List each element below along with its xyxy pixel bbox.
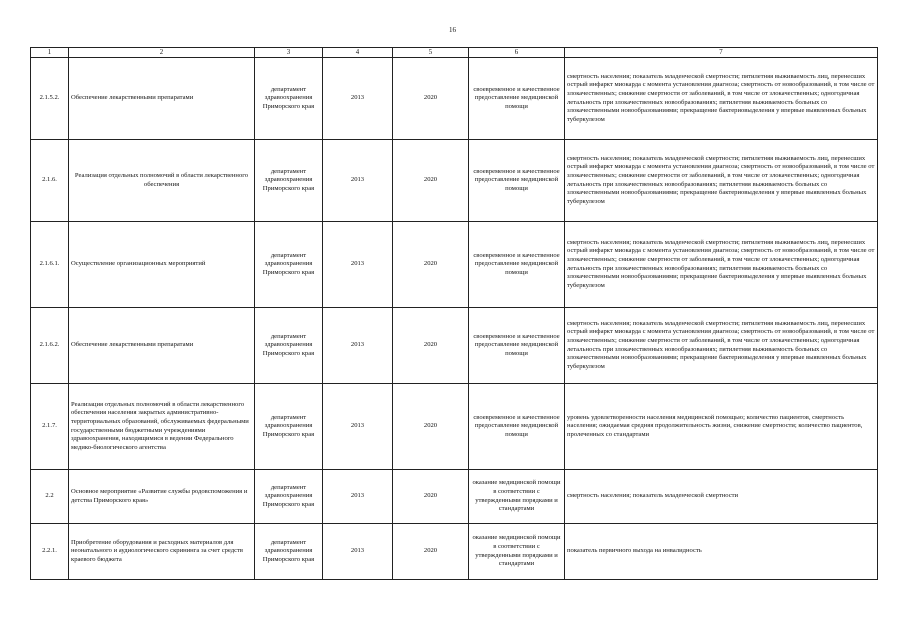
start-year: 2013 <box>323 222 393 308</box>
indicators: смертность населения; показатель младенческой смертности; пятилетняя выживаемость лиц, перенесших острый инфаркт миокарда с момента установления диагноза; смертность от новообразований, в том числе от злокачественных; снижение смертности от заболеваний, в том числе от злокачественных; одногодичная летальность при злокачественных новообразованиях; пятилетняя выживаемость больных со злокачественными новообразованиями; прекращение бактериовыделения у впервые выявленных больных туберкулезом <box>565 308 878 384</box>
table-row <box>31 524 878 580</box>
executor: департамент здравоохранения Приморского края <box>255 58 323 140</box>
column-number: 3 <box>255 48 323 58</box>
activity-name: Обеспечение лекарственными препаратами <box>69 308 255 384</box>
expected-result: своевременное и качественное предоставление медицинской помощи <box>469 140 565 222</box>
indicators: смертность населения; показатель младенческой смертности; пятилетняя выживаемость лиц, перенесших острый инфаркт миокарда с момента установления диагноза; смертность от новообразований, в том числе от злокачественных; снижение смертности от заболеваний, в том числе от злокачественных; одногодичная летальность при злокачественных новообразованиях; пятилетняя выживаемость больных со злокачественными новообразованиями; прекращение бактериовыделения у впервые выявленных больных туберкулезом <box>565 222 878 308</box>
column-number-row <box>31 48 878 58</box>
expected-result: своевременное и качественное предоставление медицинской помощи <box>469 384 565 470</box>
column-number: 7 <box>565 48 878 58</box>
item-number: 2.1.5.2. <box>31 58 69 140</box>
item-number: 2.2 <box>31 470 69 524</box>
activity-name: Основное мероприятие «Развитие службы родовспоможения и детства Приморского края» <box>69 470 255 524</box>
expected-result: оказание медицинской помощи в соответствии с утвержденными порядками и стандартами <box>469 524 565 580</box>
indicators: смертность населения; показатель младенческой смертности <box>565 470 878 524</box>
start-year: 2013 <box>323 524 393 580</box>
column-number: 2 <box>69 48 255 58</box>
executor: департамент здравоохранения Приморского края <box>255 384 323 470</box>
activity-name: Реализация отдельных полномочий в области лекарственного обеспечения <box>69 140 255 222</box>
start-year: 2013 <box>323 140 393 222</box>
end-year: 2020 <box>393 470 469 524</box>
expected-result: своевременное и качественное предоставление медицинской помощи <box>469 222 565 308</box>
indicators: смертность населения; показатель младенческой смертности; пятилетняя выживаемость лиц, перенесших острый инфаркт миокарда с момента установления диагноза; смертность от новообразований, в том числе от злокачественных; снижение смертности от заболеваний, в том числе от злокачественных; одногодичная летальность при злокачественных новообразованиях; пятилетняя выживаемость больных со злокачественными новообразованиями; прекращение бактериовыделения у впервые выявленных больных туберкулезом <box>565 140 878 222</box>
table-row <box>31 308 878 384</box>
column-number: 4 <box>323 48 393 58</box>
activity-name: Обеспечение лекарственными препаратами <box>69 58 255 140</box>
start-year: 2013 <box>323 58 393 140</box>
column-number: 5 <box>393 48 469 58</box>
end-year: 2020 <box>393 308 469 384</box>
end-year: 2020 <box>393 222 469 308</box>
indicators: уровень удовлетворенности населения медицинской помощью; количество пациентов, смертность населения; ожидаемая средняя продолжительность жизни, снижение смертности; количество пациентов, пролеченных со стандартами <box>565 384 878 470</box>
table-row <box>31 222 878 308</box>
indicators: смертность населения; показатель младенческой смертности; пятилетняя выживаемость лиц, перенесших острый инфаркт миокарда с момента установления диагноза; смертность от новообразований, в том числе от злокачественных; снижение смертности от заболеваний, в том числе от злокачественных; одногодичная летальность при злокачественных новообразованиях; пятилетняя выживаемость больных со злокачественными новообразованиями; прекращение бактериовыделения у впервые выявленных больных туберкулезом <box>565 58 878 140</box>
item-number: 2.1.6.1. <box>31 222 69 308</box>
column-number: 6 <box>469 48 565 58</box>
item-number: 2.1.7. <box>31 384 69 470</box>
start-year: 2013 <box>323 384 393 470</box>
executor: департамент здравоохранения Приморского края <box>255 470 323 524</box>
table-row <box>31 140 878 222</box>
end-year: 2020 <box>393 58 469 140</box>
activity-name: Осуществление организационных мероприятий <box>69 222 255 308</box>
start-year: 2013 <box>323 308 393 384</box>
item-number: 2.1.6. <box>31 140 69 222</box>
page-number: 16 <box>449 26 456 34</box>
program-activities-table <box>30 47 878 580</box>
end-year: 2020 <box>393 524 469 580</box>
table-row <box>31 470 878 524</box>
expected-result: оказание медицинской помощи в соответствии с утвержденными порядками и стандартами <box>469 470 565 524</box>
table-row <box>31 384 878 470</box>
executor: департамент здравоохранения Приморского края <box>255 308 323 384</box>
executor: департамент здравоохранения Приморского края <box>255 222 323 308</box>
start-year: 2013 <box>323 470 393 524</box>
end-year: 2020 <box>393 384 469 470</box>
table-row <box>31 58 878 140</box>
activity-name: Реализация отдельных полномочий в области лекарственного обеспечения населения закрытых административно-территориальных образований, обслуживаемых федеральными государственными бюджетными учреждениями здравоохранения, находящимися в ведении Федерального медико-биологического агентства <box>69 384 255 470</box>
end-year: 2020 <box>393 140 469 222</box>
expected-result: своевременное и качественное предоставление медицинской помощи <box>469 308 565 384</box>
expected-result: своевременное и качественное предоставление медицинской помощи <box>469 58 565 140</box>
column-number: 1 <box>31 48 69 58</box>
executor: департамент здравоохранения Приморского края <box>255 140 323 222</box>
executor: департамент здравоохранения Приморского края <box>255 524 323 580</box>
item-number: 2.1.6.2. <box>31 308 69 384</box>
activity-name: Приобретение оборудования и расходных материалов для неонатального и аудиологического скрининга за счет средств краевого бюджета <box>69 524 255 580</box>
indicators: показатель первичного выхода на инвалидность <box>565 524 878 580</box>
item-number: 2.2.1. <box>31 524 69 580</box>
